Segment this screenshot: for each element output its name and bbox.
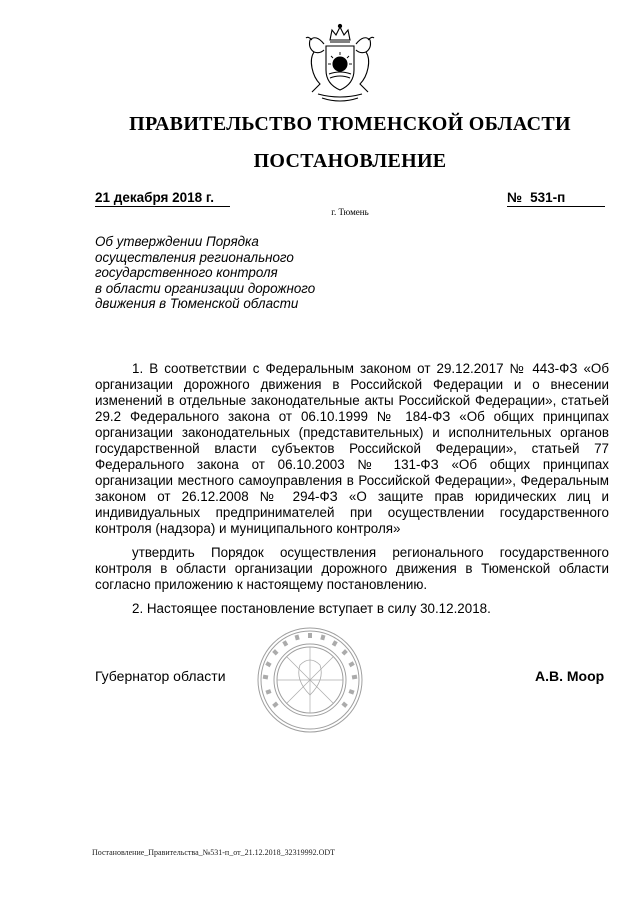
subject-line: в области организации дорожного	[95, 280, 316, 296]
official-seal-stamp	[255, 625, 365, 735]
document-body	[95, 361, 609, 617]
document-type-title: ПОСТАНОВЛЕНИЕ	[253, 150, 447, 172]
document-date: 21 декабря 2018 г.	[95, 190, 230, 207]
subject-line: движения в Тюменской области	[95, 296, 299, 312]
body-paragraph-legal-basis: 1. В соответствии с Федеральным законом от 29.12.2017 № 443-ФЗ «Об организации дорожного движения в Российской Федерации и о внесении изменений в отдельные законодательные акты Российской Федерации», статьей 29.2 Федерального закона от 06.10.1999 № 184-ФЗ «Об общих принципах организации законодательных (представительных) и исполнительных органов государственной власти субъектов Российской Федерации», статьей 77 Федерального закона от 06.10.2003 № 131-ФЗ «Об общих принципах организации местного самоуправления в Российской Федерации», Федеральным законом от 26.12.2008 № 294-ФЗ «О защите прав юридических лиц и индивидуальных предпринимателей при осуществлении государственного контроля (надзора) и муниципального контроля»	[95, 361, 609, 536]
document-subject	[95, 234, 355, 312]
body-paragraph-resolution: утвердить Порядок осуществления регионального государственного контроля в области организации дорожного движения в Тюменской области согласно приложению к настоящему постановлению.	[95, 545, 609, 592]
subject-line: осуществления регионального	[95, 249, 294, 265]
subject-line: государственного контроля	[95, 265, 278, 281]
document-number: 531-п	[530, 190, 566, 205]
footer-filename: Постановление_Правительства_№531-п_от_21.12.2018_32319992.ODT	[92, 848, 336, 857]
number-sign: №	[507, 190, 523, 205]
coat-of-arms-emblem	[298, 22, 382, 106]
signatory-name: А.В. Моор	[535, 668, 605, 684]
document-number-field	[507, 190, 605, 207]
document-city: г. Тюмень	[331, 207, 369, 217]
subject-line: Об утверждении Порядка	[95, 234, 259, 249]
body-paragraph-effective-date: 2. Настоящее постановление вступает в силу 30.12.2018.	[132, 601, 491, 616]
signatory-position: Губернатор области	[95, 668, 226, 684]
government-title: ПРАВИТЕЛЬСТВО ТЮМЕНСКОЙ ОБЛАСТИ	[129, 113, 571, 135]
